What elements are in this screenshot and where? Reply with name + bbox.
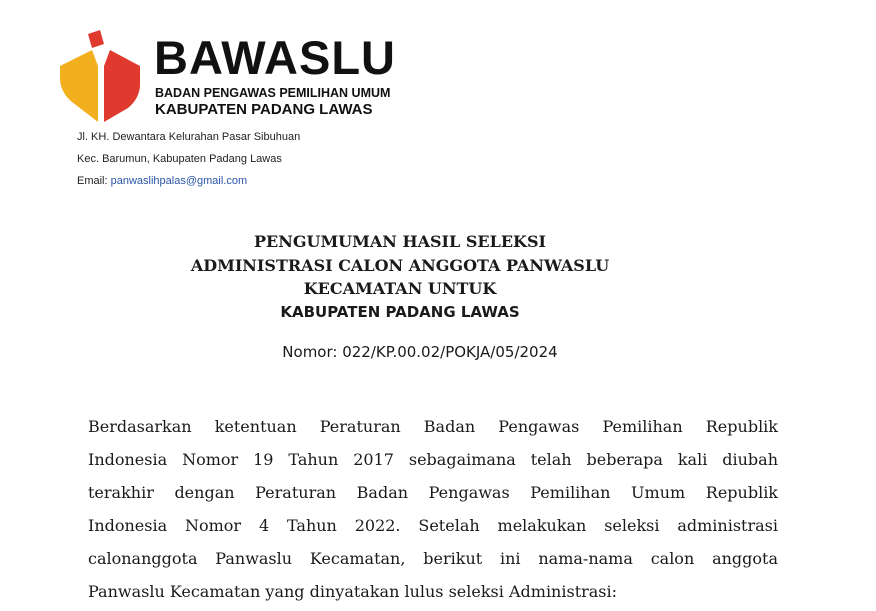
bawaslu-logo-icon xyxy=(58,28,142,124)
body-paragraph xyxy=(88,410,778,608)
title-line-1: PENGUMUMAN HASIL SELEKSI xyxy=(254,232,546,251)
title-line-4: KABUPATEN PADANG LAWAS xyxy=(280,303,520,321)
email-link[interactable]: panwaslihpalas@gmail.com xyxy=(110,175,248,187)
address-line-2: Kec. Barumun, Kabupaten Padang Lawas xyxy=(77,153,282,165)
title-line-2: ADMINISTRASI CALON ANGGOTA PANWASLU xyxy=(190,256,610,275)
address-line-1: Jl. KH. Dewantara Kelurahan Pasar Sibuhuan xyxy=(77,131,301,143)
email-line xyxy=(77,174,247,188)
email-label: Email: xyxy=(77,175,108,187)
region-name: KABUPATEN PADANG LAWAS xyxy=(155,101,373,118)
body-line: terakhir dengan Peraturan Badan Pengawas Pemilihan Umum Republik xyxy=(88,483,778,502)
body-line: Indonesia Nomor 19 Tahun 2017 sebagaimana telah beberapa kali diubah xyxy=(88,450,778,469)
body-line: calonanggota Panwaslu Kecamatan, berikut ini nama-nama calon anggota xyxy=(88,549,778,568)
document-number: Nomor: 022/KP.00.02/POKJA/05/2024 xyxy=(282,343,558,361)
agency-name: BADAN PENGAWAS PEMILIHAN UMUM xyxy=(155,86,391,100)
body-line: Berdasarkan ketentuan Peraturan Badan Pengawas Pemilihan Republik xyxy=(88,417,778,436)
body-line: Indonesia Nomor 4 Tahun 2022. Setelah melakukan seleksi administrasi xyxy=(88,516,778,535)
title-line-3: KECAMATAN UNTUK xyxy=(303,279,497,298)
brand-name: BAWASLU xyxy=(154,31,396,84)
body-line: Panwaslu Kecamatan yang dinyatakan lulus seleksi Administrasi: xyxy=(88,582,618,601)
